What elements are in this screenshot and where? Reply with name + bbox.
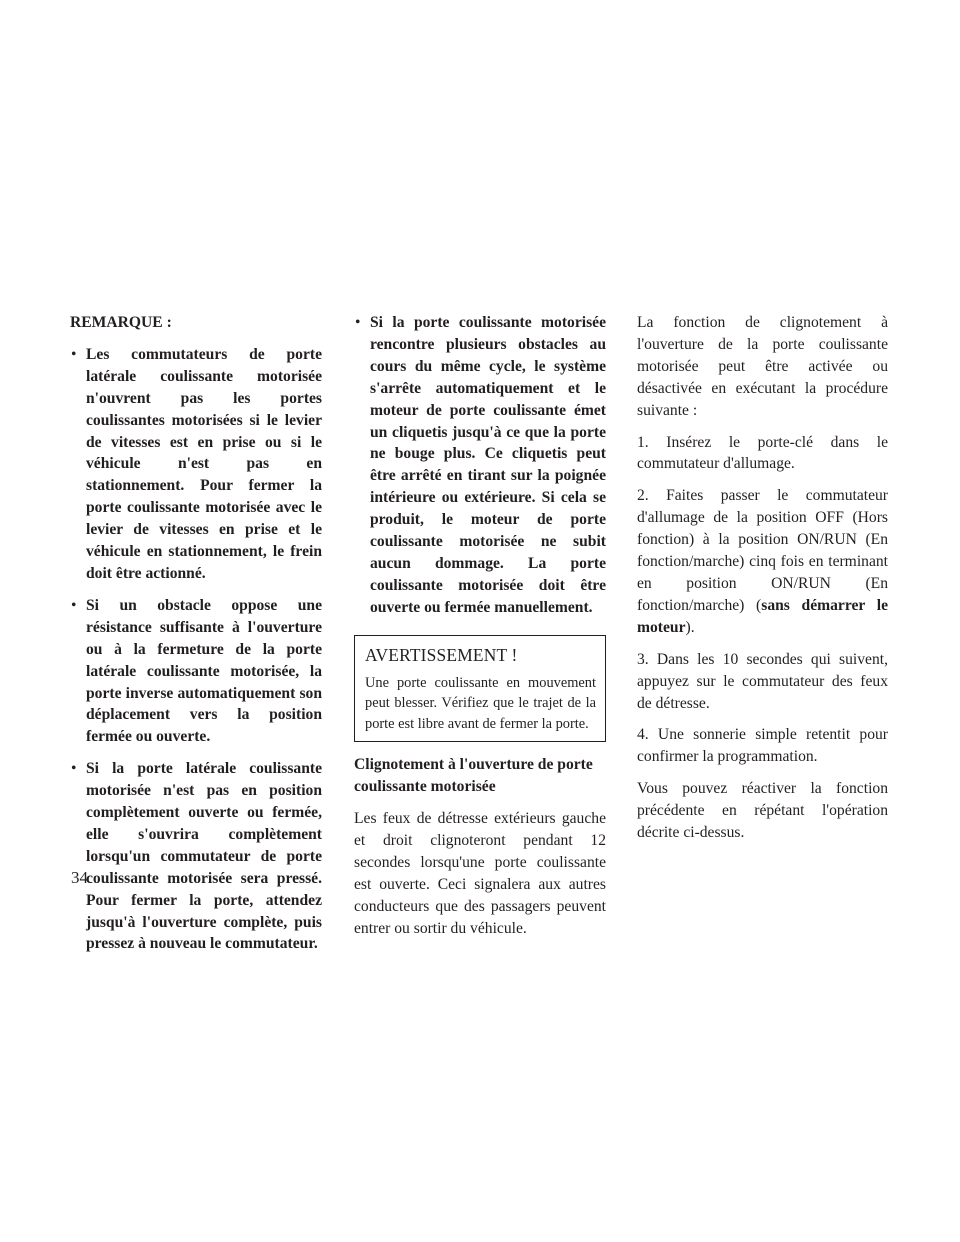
column-middle — [354, 312, 606, 950]
note-bullet — [70, 758, 322, 955]
note-bullet-text: Les commutateurs de porte latérale coulissante motorisée n'ouvrent pas les portes coulissantes motorisées si le levier de vitesses est en prise ou si le véhicule n'est pas en stationnement. Pour fermer la porte coulissante motorisée avec le levier de vitesses en prise et le véhicule en stationnement, le frein doit être actionné. — [86, 345, 322, 582]
bullet-dot-icon: • — [71, 345, 77, 363]
step-4: 4. Une sonnerie simple retentit pour confirmer la programmation. — [637, 726, 888, 766]
bullet-dot-icon: • — [71, 760, 77, 778]
note-bullet-text: Si un obstacle oppose une résistance suffisante à l'ouverture ou à la fermeture de la porte latérale coulissante motorisée, la porte inverse automatiquement son déplacement vers la position fermée ou ouverte. — [86, 596, 322, 746]
note-bullet — [70, 344, 322, 585]
page-number: 34 — [71, 868, 88, 887]
warning-text: Une porte coulissante en mouvement peut blesser. Vérifiez que le trajet de la porte est libre avant de fermer la porte. — [365, 674, 596, 732]
note-bullet — [70, 595, 322, 748]
warning-box — [354, 635, 606, 743]
column-right — [637, 312, 888, 854]
note-title: REMARQUE : — [70, 314, 172, 331]
step-2-text: 2. Faites passer le commutateur d'allumage de la position OFF (Hors fonction) à la position ON/RUN (En fonction/marche) cinq fois en terminant en position ON/RUN (En fonction/marche) ( — [637, 487, 888, 614]
note-bullet-text: Si la porte coulissante motorisée rencontre plusieurs obstacles au cours du même cycle, le système s'arrête automatiquement et le moteur de porte coulissante émet un cliquetis jusqu'à ce que la porte ne bouge plus. Ce cliquetis peut être arrêté en tirant sur la poignée intérieure ou extérieure. Si cela se produit, le moteur de porte coulissante motorisée ne subit aucun dommage. La porte coulissante motorisée doit être ouverte ou fermée manuellement. — [370, 314, 606, 616]
bullet-dot-icon: • — [71, 596, 77, 614]
section-intro: Les feux de détresse extérieurs gauche et droit clignoteront pendant 12 secondes lorsqu'une porte coulissante est ouverte. Ceci signalera aux autres conducteurs que des passagers peuvent entrer ou sortir du véhicule. — [354, 810, 606, 937]
step-2-emphasis: sans démarrer le moteur — [637, 596, 888, 636]
note-bullet — [354, 312, 606, 619]
step-1: 1. Insérez le porte-clé dans le commutateur d'allumage. — [637, 433, 888, 473]
bullet-dot-icon: • — [355, 314, 361, 331]
section-heading: Clignotement à l'ouverture de porte coulissante motorisée — [354, 756, 593, 796]
step-2 — [637, 485, 888, 638]
step-3: 3. Dans les 10 secondes qui suivent, appuyez sur le commutateur des feux de détresse. — [637, 650, 888, 712]
column-left — [70, 312, 322, 965]
note-bullet-text: Si la porte latérale coulissante motorisée n'est pas en position complètement ouverte ou fermée, elle s'ouvrira complètement lorsqu'un commutateur de porte coulissante motorisée sera pressé. Pour fermer la porte, attendez jusqu'à l'ouverture complète, puis pressez à nouveau le commutateur. — [86, 760, 322, 953]
warning-title: AVERTISSEMENT ! — [365, 644, 518, 665]
closing-text: Vous pouvez réactiver la fonction précédente en répétant l'opération décrite ci-dessus. — [637, 780, 888, 842]
step-2-end: ). — [685, 618, 695, 636]
procedure-intro: La fonction de clignotement à l'ouverture de la porte coulissante motorisée peut être activée ou désactivée en exécutant la procédure suivante : — [637, 314, 888, 419]
